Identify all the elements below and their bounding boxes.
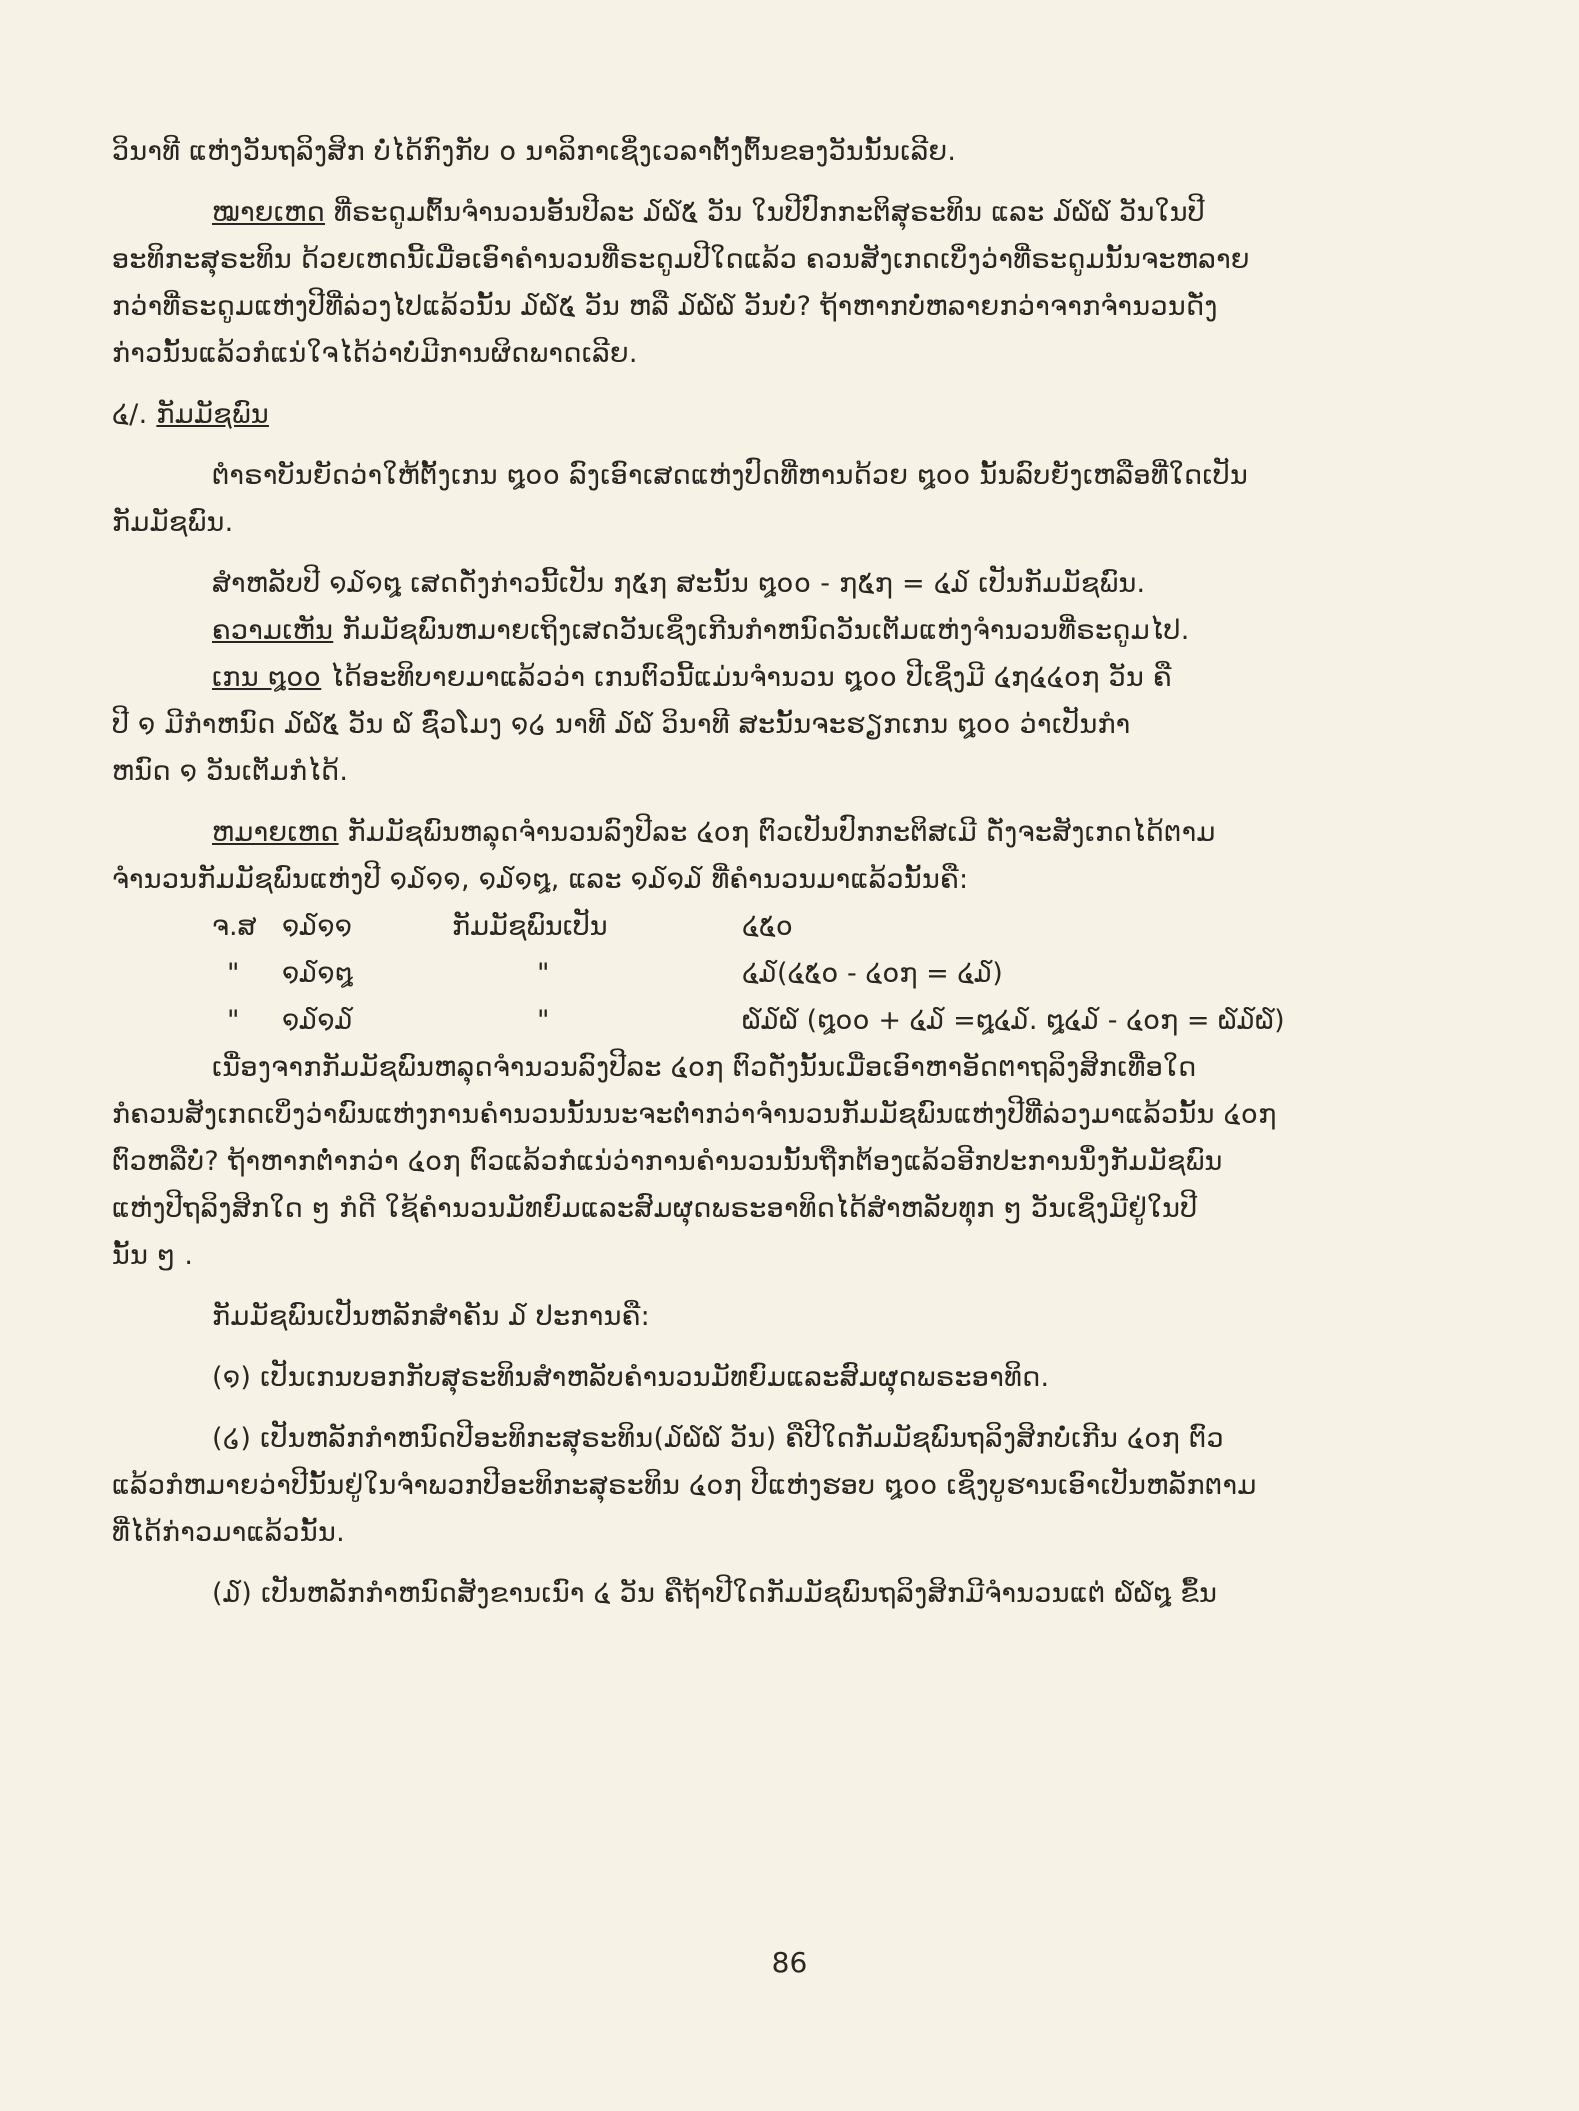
- importance-text: ກັມມັຊພົນເປັນຫລັກສຳຄັນ ໓ ປະການຄື:: [212, 1301, 651, 1332]
- rule-label: ເກນ ໘໐໐: [212, 662, 322, 693]
- rule-text: ຫນົດ ໑ ວັນເຕັມກໍໄດ້.: [112, 756, 349, 787]
- paragraph-text: ກັມມັຊພົນ.: [112, 507, 234, 538]
- rule-text: ໄດ້ອະທິບາຍມາແລ້ວວ່າ ເກນຕົວນີ້ແມ່ນຈຳນວນ ໘໐໐ ປີເຊິ່ງມີ ໔໗໔໔໐໗ ວັນ ຄື: [330, 662, 1172, 693]
- importance-intro: [112, 1293, 1492, 1340]
- paragraph-text: ຕົວຫລືບໍ່? ຖ້າຫາກຕ່ຳກວ່າ ໔໐໗ ຕົວແລ້ວກໍແນ່ວ່າການຄຳນວນນັ້ນຖືກຕ້ອງແລ້ວອີກປະການນຶ່ງກັມມັຊພົນ: [112, 1146, 1223, 1177]
- section-number: ໔/.: [112, 399, 148, 430]
- example-value: ໔໕໐: [742, 911, 793, 942]
- note-line: [112, 330, 1492, 377]
- paragraph-line: [112, 1232, 1492, 1279]
- paragraph-text: ວິນາທີ ແຫ່ງວັນຖລິງສິກ ບໍ່ໄດ້ກົງກັບ ໐ ນາລິກາເຊິ່ງເວລາຕັ້ງຕົ້ນຂອງວັນນັ້ນເລີຍ.: [112, 136, 957, 167]
- rule-line: [112, 701, 1492, 748]
- paragraph-line: [112, 1185, 1492, 1232]
- paragraph-text: ເນື່ອງຈາກກັມມັຊພົນຫລຸດຈຳນວນລົງປີລະ ໔໐໗ ຕົວດັ່ງນັ້ນເມື່ອເອົາຫາອັດຕາຖລິງສິກເທື່ອໃດ: [212, 1052, 1197, 1083]
- note-line: [112, 189, 1492, 236]
- note-text: ທີ່ຣະດູມຕົ້ນຈຳນວນອັ້ນປີລະ ໓໖໕ ວັນ ໃນປີປົກກະຕິສຸຣະທິນ ແລະ ໓໖໖ ວັນໃນປີ: [333, 197, 1205, 228]
- page-number: 86: [771, 1946, 808, 1979]
- note-text: ກັມມັຊພົນຫລຸດຈຳນວນລົງປີລະ ໔໐໗ ຕົວເປັນປົກກະຕິສເມີ ດັ່ງຈະສັງເກດໄດ້ຕາມ: [347, 817, 1216, 848]
- paragraph-line: [112, 499, 1492, 546]
- importance-text: (໑) ເປັນເກນບອກກັບສຸຣະທິນສຳຫລັບຄຳນວນມັທຍົມແລະສົມຜຸດພຣະອາທິດ.: [212, 1362, 1050, 1393]
- paragraph-text: ຕຳຣາບັນຍັດວ່າໃຫ້ຕັ້ງເກນ ໘໐໐ ລົງເອົາເສດແຫ່ງປົດທີ່ຫານດ້ວຍ ໘໐໐ ນັ້ນລົບຍັງເຫລືອທີ່ໃດເປັນ: [212, 460, 1249, 491]
- importance-item: [112, 1509, 1492, 1556]
- example-row: [112, 997, 1492, 1044]
- note-text: ກວ່າທີ່ຣະດູມແຫ່ງປີທີ່ລ່ວງໄປແລ້ວນັ້ນ ໓໖໕ ວັນ ຫລື ໓໖໖ ວັນບໍ່? ຖ້າຫາກບໍ່ຫລາຍກວ່າຈາກຈຳນວນດັ່ງ: [112, 291, 1218, 322]
- note-text: ອະທິກະສຸຣະທິນ ດ້ວຍເຫດນີ້ເມື່ອເອົາຄຳນວນທີ່ຣະດູມປີໃດແລ້ວ ຄວນສັງເກດເບິ່ງວ່າທີ່ຣະດູມນັ້ນຈະຫລາຍ: [112, 244, 1250, 275]
- paragraph-line: [112, 560, 1492, 607]
- rule-line: [112, 748, 1492, 795]
- meaning-text: ກັມມັຊພົນຫມາຍເຖິງເສດວັນເຊິ່ງເກີນກຳຫນົດວັນເຕັມແຫ່ງຈຳນວນທີ່ຣະດູມໄປ.: [342, 615, 1190, 646]
- paragraph-line: [112, 128, 1492, 175]
- note-label: ຫມາຍເຫດ: [212, 817, 339, 848]
- paragraph-text: ກໍຄວນສັງເກດເບິ່ງວ່າພົນແຫ່ງການຄຳນວນນັ້ນນະຈະຕ່ຳກວ່າຈຳນວນກັມມັຊພົນແຫ່ງປີທີ່ລ່ວງມາແລ້ວນັ້ນ ໔໐໗: [112, 1099, 1277, 1130]
- meaning-label: ຄວາມເຫັນ: [212, 615, 334, 646]
- example-era: ": [227, 1005, 240, 1036]
- importance-text: (໓) ເປັນຫລັກກຳຫນົດສັງຂານເນົາ ໔ ວັນ ຄືຖ້າປີໃດກັມມັຊພົນຖລິງສິກມີຈຳນວນແຕ່ ໖໖໘ ຂຶ້ນ: [212, 1578, 1218, 1609]
- importance-item: [112, 1462, 1492, 1509]
- paragraph-line: [112, 1044, 1492, 1091]
- example-label: ກັມມັຊພົນເປັນ: [452, 911, 608, 942]
- example-label: ": [537, 1005, 550, 1036]
- note-label: ໝາຍເຫດ: [212, 197, 325, 228]
- importance-text: ທີ່ໄດ້ກ່າວມາແລ້ວນັ້ນ.: [112, 1517, 345, 1548]
- importance-item: [112, 1354, 1492, 1401]
- note-text: ຈຳນວນກັມມັຊພົນແຫ່ງປີ ໑໓໑໑, ໑໓໑໘, ແລະ ໑໓໑໓ ທີ່ຄຳນວນມາແລ້ວນັ້ນຄື:: [112, 864, 969, 895]
- example-value: ໔໓(໔໕໐ - ໔໐໗ = ໔໓): [742, 958, 1003, 989]
- section-heading: [112, 391, 1492, 438]
- example-label: ": [537, 958, 550, 989]
- example-era: ຈ.ສ: [212, 911, 257, 942]
- rule-line: [112, 654, 1492, 701]
- paragraph-line: [112, 1138, 1492, 1185]
- importance-item: [112, 1415, 1492, 1462]
- example-value: ໖໓໖ (໘໐໐ + ໔໓ =໘໔໓. ໘໔໓ - ໔໐໗ = ໖໓໖): [742, 1005, 1285, 1036]
- note-text: ກ່າວນັ້ນແລ້ວກໍແນ່ໃຈໄດ້ວ່າບໍ່ມີການຜິດພາດເລີຍ.: [112, 338, 638, 369]
- note-line: [112, 236, 1492, 283]
- meaning-line: [112, 607, 1492, 654]
- importance-item: [112, 1570, 1492, 1617]
- rule-text: ປີ ໑ ມີກຳຫນົດ ໓໖໕ ວັນ ໖ ຊົ່ວໂມງ ໑໒ ນາທີ ໓໖ ວິນາທີ ສະນັ້ນຈະຮຽກເກນ ໘໐໐ ວ່າເປັນກຳ: [112, 709, 1131, 740]
- example-year: ໑໓໑໘: [282, 958, 353, 989]
- section-title: ກັມມັຊພົນ: [156, 399, 269, 430]
- paragraph-text: ແຫ່ງປີຖລິງສິກໃດ ໆ ກໍດີ ໃຊ້ຄຳນວນມັທຍົມແລະສົມຜຸດພຣະອາທິດໄດ້ສຳຫລັບທຸກ ໆ ວັນເຊິ່ງມີຢູ່ໃນປີ: [112, 1193, 1198, 1224]
- paragraph-text: ສຳຫລັບປີ ໑໓໑໘ ເສດດັ່ງກ່າວນີ້ເປັນ ໗໕໗ ສະນັ້ນ ໘໐໐ - ໗໕໗ = ໔໓ ເປັນກັມມັຊພົນ.: [212, 568, 1146, 599]
- paragraph-text: ນັ້ນ ໆ .: [112, 1240, 194, 1271]
- example-year: ໑໓໑໓: [282, 1005, 353, 1036]
- paragraph-line: [112, 452, 1492, 499]
- importance-text: (໒) ເປັນຫລັກກຳຫນົດປີອະທິກະສຸຣະທິນ(໓໖໖ ວັນ) ຄືປີໃດກັມມັຊພົນຖລິງສິກບໍ່ເກີນ ໔໐໗ ຕົວ: [212, 1423, 1224, 1454]
- document-body: [112, 128, 1492, 1617]
- importance-text: ແລ້ວກໍຫມາຍວ່າປີນັ້ນຢູ່ໃນຈຳພວກປີອະທິກະສຸຣະທິນ ໔໐໗ ປີແຫ່ງຮອບ ໘໐໐ ເຊິ່ງບູຮານເອົາເປັນຫລັກຕາມ: [112, 1470, 1257, 1501]
- example-era: ": [227, 958, 240, 989]
- note-line: [112, 856, 1492, 903]
- example-row: [112, 903, 1492, 950]
- note-line: [112, 283, 1492, 330]
- example-year: ໑໓໑໑: [282, 911, 352, 942]
- example-row: [112, 950, 1492, 997]
- note-line: [112, 809, 1492, 856]
- paragraph-line: [112, 1091, 1492, 1138]
